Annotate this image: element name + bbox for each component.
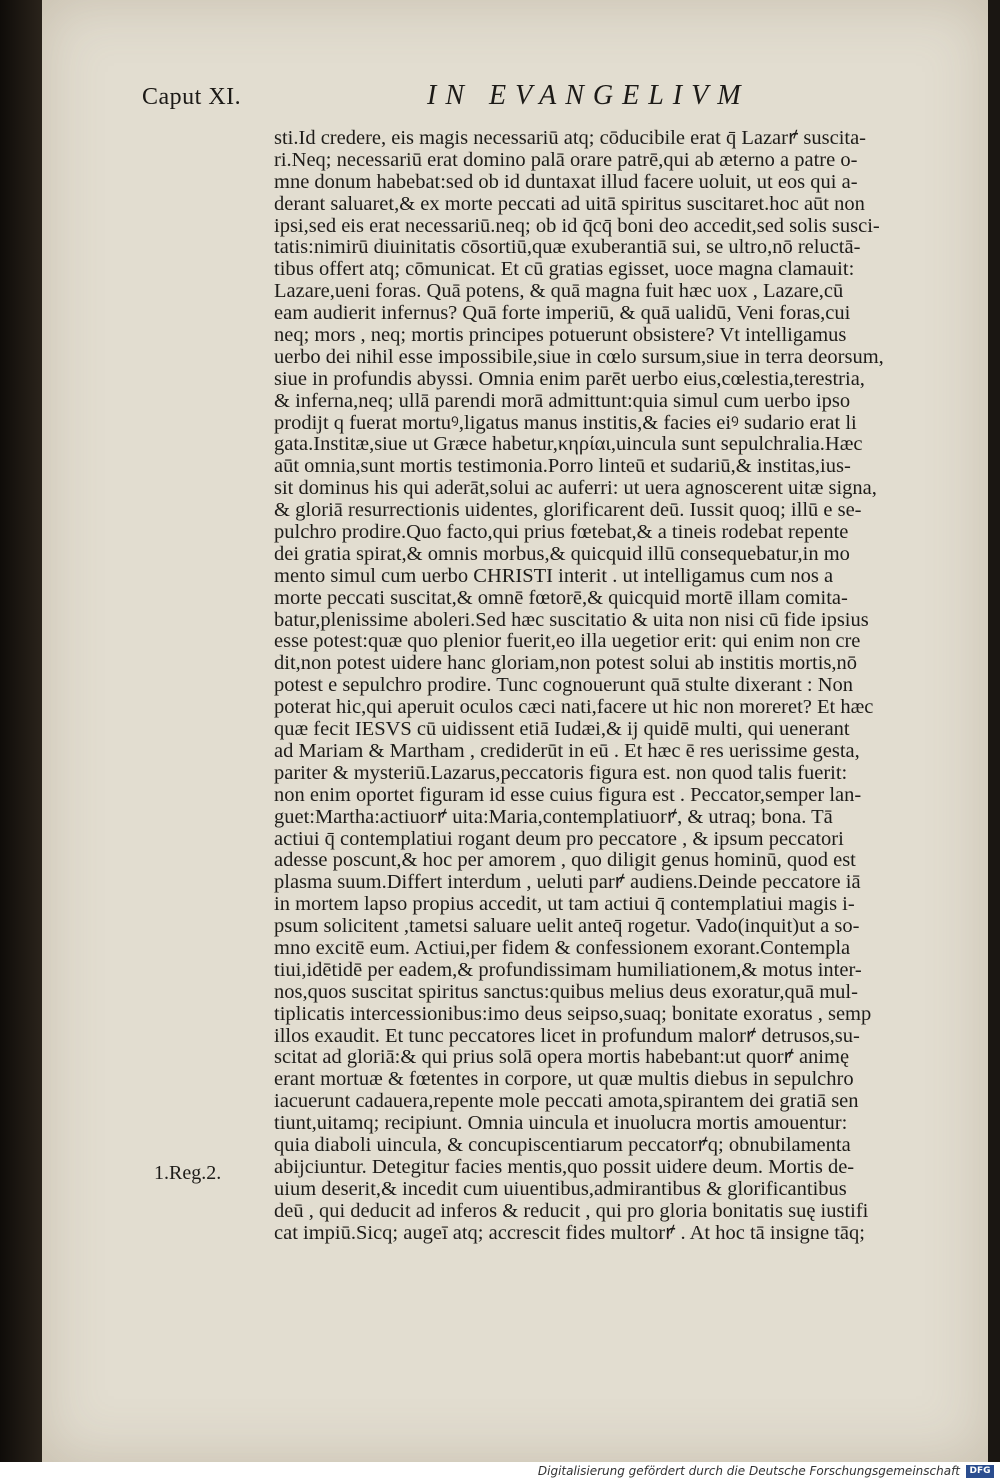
text-line: non enim oportet figuram id esse cuius figura est . Peccator,semper lan- [274,784,862,806]
margin-reference: 1.Reg.2. [154,1162,222,1184]
text-line: abijciuntur. Detegitur facies mentis,quo possit uidere deum. Mortis de- [274,1156,855,1178]
text-line: nos,quos suscitat spiritus sanctus:quibus melius deus exoratur,quā mul- [274,981,858,1003]
text-line: mento simul cum uerbo CHRISTI interit . ut intelligamus cum nos a [274,565,834,587]
text-line: ipsi,sed eis erat necessariū.neq; ob id q̄cq̄ boni deo accedit,sed solis susci- [274,215,880,237]
running-head [142,80,842,120]
text-line: plasma suum.Differt interdum , ueluti parꝵ audiens.Deinde peccatore iā [274,872,861,894]
text-line: scitat ad gloriā:& qui prius solā opera mortis habebant:ut quorꝵ animę [274,1047,850,1069]
text-line: derant saluaret,& ex morte peccati ad uitā spiritus suscitaret.hoc aūt non [274,193,865,215]
text-line: siue in profundis abyssi. Omnia enim parēt uerbo eius,cœlestia,terestria, [274,368,865,390]
text-line: morte peccati suscitat,& omnē fœtorē,& quicquid mortē illam comita- [274,587,848,609]
text-line: dei gratia spirat,& omnis morbus,& quicquid illū consequebatur,in mo [274,543,850,565]
text-line: guet:Martha:actiuorꝵ uita:Maria,contemplatiuorꝵ, & utraq; bona. Tā [274,806,833,828]
text-line: sti.Id credere, eis magis necessariū atq; cōducibile erat q̄ Lazarꝵ suscita- [274,128,867,149]
text-line: adesse poscunt,& hoc per amorem , quo diligit genus hominū, quod est [274,850,856,872]
footer-credit: Digitalisierung gefördert durch die Deutsche Forschungsgemeinschaft [537,1464,960,1478]
text-line: pariter & mysteriū.Lazarus,peccatoris figura est. non quod talis fuerit: [274,762,848,784]
text-line: esse potest:quæ quo plenior fuerit,eo illa uegetior erit: qui enim non cre [274,631,861,653]
text-line: actiui q̄ contemplatiui rogant deum pro peccatore , & ipsum peccatori [274,828,844,850]
text-line: mno excitē eum. Actiui,per fidem & confessionem exorant.Contempla [274,937,851,959]
text-line: mne donum habebat:sed ob id duntaxat illud facere uoluit, ut eos qui a- [274,171,858,193]
text-line: tibus offert atq; cōmunicat. Et cū gratias egisset, uoce magna clamauit: [274,259,855,281]
dfg-logo: DFG [966,1465,994,1478]
text-line: deū , qui deducit ad inferos & reducit , qui pro gloria bonitatis suę iustifi [274,1200,869,1222]
text-line: gata.Institæ,siue ut Græce habetur,κηρίαι,uincula sunt sepulchralia.Hæc [274,434,863,456]
text-line: neq; mors , neq; mortis principes potuerunt obsistere? Vt intelligamus [274,325,847,347]
text-line: tatis:nimirū diuinitatis cōsortiū,quæ exuberantiā sui, se ultro,nō reluctā- [274,237,861,259]
text-line: psum solicitent ,tametsi saluare uelit anteq̄ rogetur. Vado(inquit)ut a so- [274,916,860,938]
chapter-heading: Caput XI. [142,84,242,110]
text-line: Lazare,ueni foras. Quā potens, & quā magna fuit hæc uox , Lazare,cū [274,281,844,303]
text-line: & inferna,neq; ullā parendi morā admittunt:quia simul cum uerbo ipso [274,390,851,412]
text-line: tiplicatis intercessionibus:imo deus seipso,suaq; bonitate exoratus , semp [274,1003,872,1025]
text-line: ad Mariam & Martham , crediderūt in eū . Et hæc ē res uerissime gesta, [274,740,860,762]
text-line: erant mortuæ & fœtentes in corpore, ut quæ multis diebus in sepulchro [274,1069,854,1091]
text-line: sit dominus his qui aderāt,solui ac auferri: ut uera agnoscerent uitæ signa, [274,478,877,500]
book-gutter [0,0,42,1462]
text-line: iacuerunt cadauera,repente mole peccati amota,spirantem dei gratiā sen [274,1091,859,1113]
text-line: eam audierit infernus? Quā forte imperiū, & quā ualidū, Veni foras,cui [274,303,851,325]
text-line: tiui,idētidē per eadem,& profundissimam humiliationem,& motus inter- [274,959,862,981]
text-line: uium deserit,& incedit cum uiuentibus,admirantibus & glorificantibus [274,1178,847,1200]
footer-bar [0,1462,1000,1482]
book-page [42,0,988,1462]
book-title: IN EVANGELIVM [427,80,750,111]
text-line: prodijt q fuerat mortuꝰ,ligatus manus institis,& facies eiꝰ sudario erat li [274,412,857,434]
text-line: batur,plenissime aboleri.Sed hæc suscitatio & uita non nisi cū fide ipsius [274,609,869,631]
text-line: pulchro prodire.Quo facto,qui prius fœtebat,& a tineis rodebat repente [274,522,849,544]
text-line: quia diaboli uincula, & concupiscentiarum peccatorꝵq; obnubilamenta [274,1134,851,1156]
text-line: aūt omnia,sunt mortis testimonia.Porro linteū et sudariū,& institas,ius- [274,456,851,478]
text-line: tiunt,uitamq; recipiunt. Omnia uincula et inuolucra mortis amouentur: [274,1113,848,1135]
text-line: illos exaudit. Et tunc peccatores licet in profundum malorꝵ detrusos,su- [274,1025,860,1047]
text-line: & gloriā resurrectionis uidentes, glorificarent deū. Iussit quoq; illū e se- [274,500,862,522]
text-line: quæ fecit IESVS cū uidissent etiā Iudæi,& ij quidē multi, qui uenerant [274,719,850,741]
body-text [274,128,986,1244]
text-line: cat impiū.Sicq; augeī atq; accrescit fides multorꝵ . At hoc tā insigne tāq; [274,1222,865,1244]
text-line: poterat hic,qui aperuit oculos cæci nati,facere ut hic non moreret? Et hæc [274,697,874,719]
text-line: dit,non potest uidere hanc gloriam,non potest solui ab institis mortis,nō [274,653,858,675]
text-line: uerbo dei nihil esse impossibile,siue in cœlo sursum,siue in terra deorsum, [274,346,884,368]
text-line: in mortem lapso propius accedit, ut tam actiui q̄ contemplatiui magis i- [274,894,855,916]
text-line: potest e sepulchro prodire. Tunc cognouerunt quā stulte dixerant : Non [274,675,854,697]
text-line: ri.Neq; necessariū erat domino palā orare patrē,qui ab æterno a patre o- [274,149,858,171]
